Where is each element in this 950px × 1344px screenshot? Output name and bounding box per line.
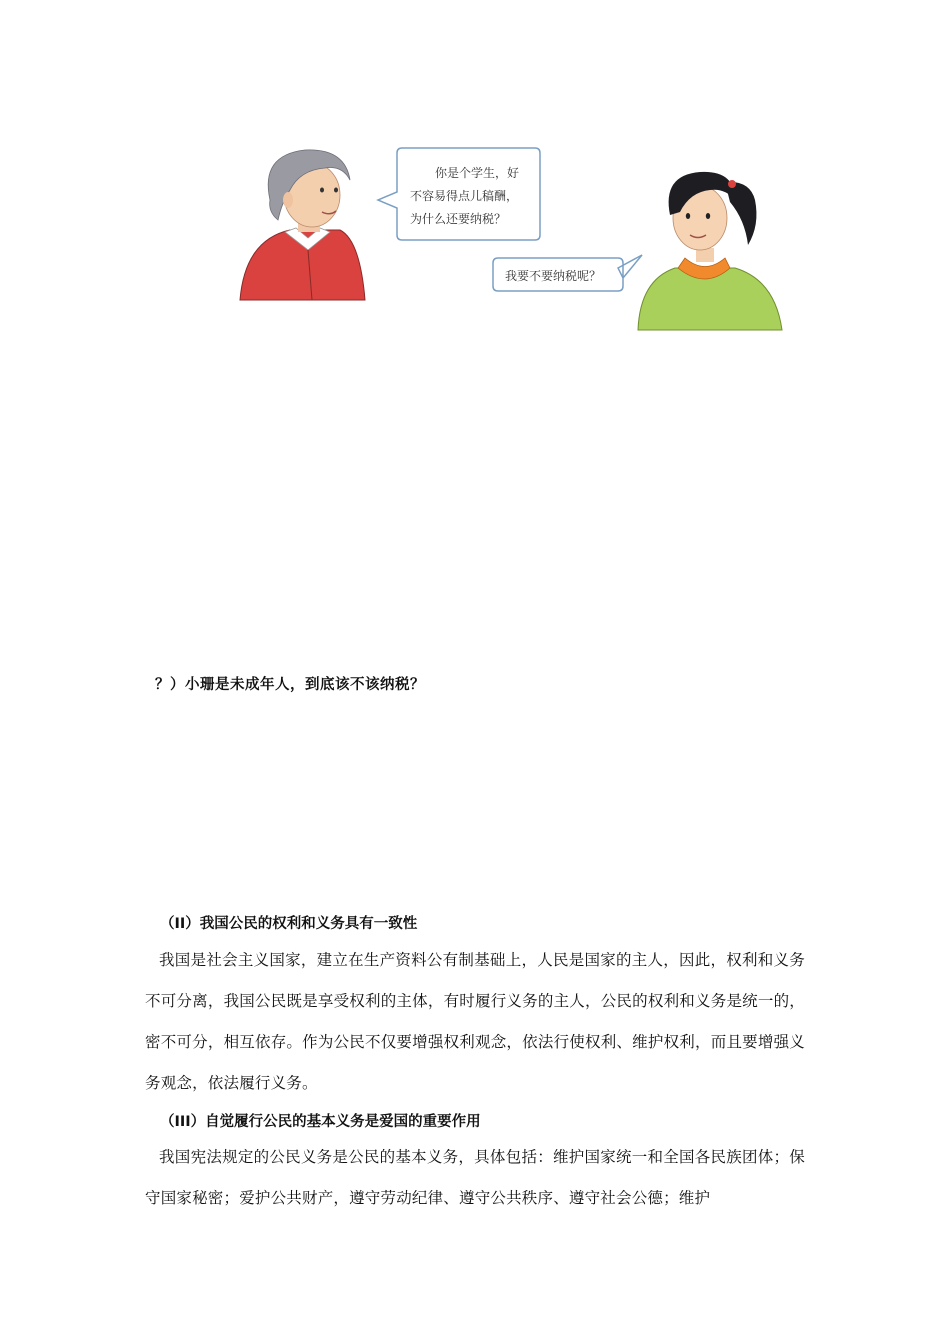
grandma-bubble-line-1: 你是个学生，好 (435, 166, 520, 180)
section-heading-ii: （II）我国公民的权利和义务具有一致性 (160, 916, 418, 932)
section-heading-iii: （III）自觉履行公民的基本义务是爱国的重要作用 (160, 1114, 481, 1130)
grandma-bubble-line-2: 不容易得点儿稿酬， (410, 189, 519, 203)
girl-bubble-text: 我要不要纳税呢？ (505, 269, 602, 283)
girl-speech-bubble (493, 255, 642, 291)
section-ii-paragraph (145, 940, 805, 1104)
girl-figure (638, 172, 782, 330)
dialogue-illustration (230, 140, 790, 335)
grandma-bubble-line-3: 为什么还要纳税？ (410, 212, 507, 226)
section-iii-paragraph (145, 1137, 805, 1219)
section-ii-paragraph-text: 我国是社会主义国家，建立在生产资料公有制基础上，人民是国家的主人，因此，权利和义务不可分离，我国公民既是享受权利的主体，有时履行义务的主人，公民的权利和义务是统一的，密不可分，相互依存。作为公民不仅要增强权利观念，依法行使权利、维护权利，而且要增强义务观念，依法履行义务。 (145, 951, 805, 1092)
grandmother-figure (240, 150, 365, 300)
dialogue-illustration-svg (230, 140, 790, 335)
section-iii-paragraph-text: 我国宪法规定的公民义务是公民的基本义务，具体包括：维护国家统一和全国各民族团体；保守国家秘密；爱护公共财产，遵守劳动纪律、遵守公共秩序、遵守社会公德；维护 (145, 1148, 805, 1207)
grandma-speech-bubble (378, 148, 540, 240)
question-text: ？）小珊是未成年人，到底该不该纳税？ (155, 677, 425, 693)
